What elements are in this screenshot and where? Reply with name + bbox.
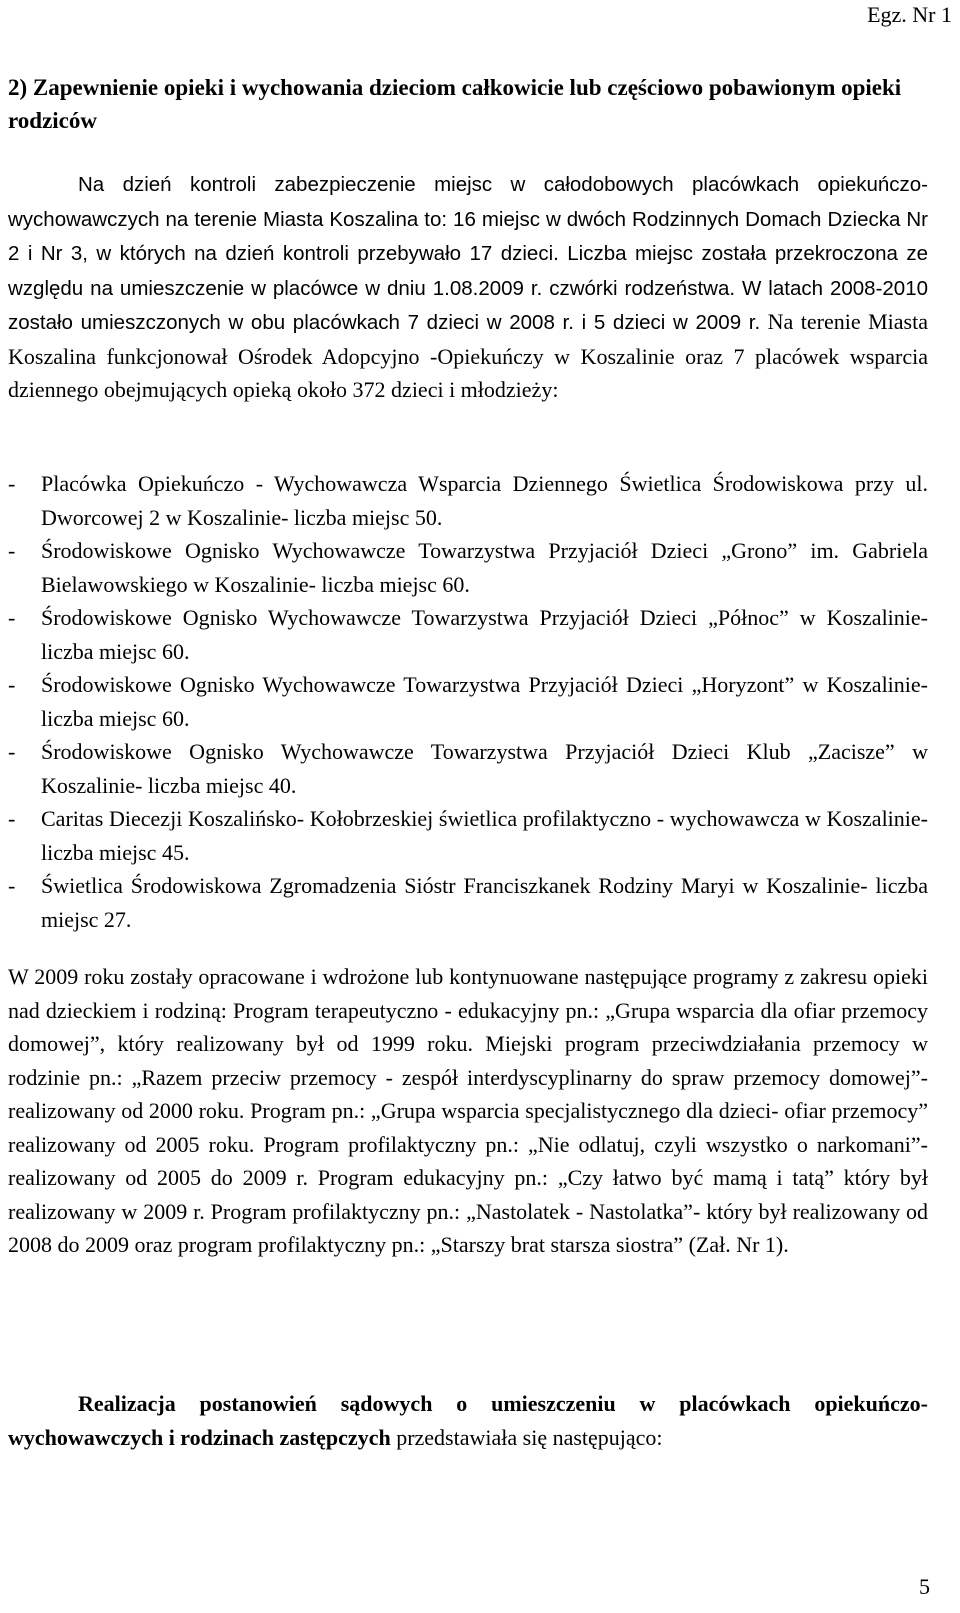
section-heading: 2) Zapewnienie opieki i wychowania dzieciom całkowicie lub częściowo pobawionym opieki rodziców bbox=[8, 75, 902, 133]
list-item-text: Caritas Diecezji Koszalińsko- Kołobrzeskiej świetlica profilaktyczno - wychowawcza w Koszalinie- liczba miejsc 45. bbox=[41, 806, 928, 865]
final-paragraph bbox=[8, 1387, 928, 1454]
list-dash: - bbox=[8, 538, 16, 563]
list-item-text: Środowiskowe Ognisko Wychowawcze Towarzystwa Przyjaciół Dzieci „Grono” im. Gabriela Bielawowskiego w Koszalinie- liczba miejsc 60. bbox=[41, 538, 928, 597]
list-item-text: Placówka Opiekuńczo - Wychowawcza Wsparcia Dziennego Świetlica Środowiskowa przy ul. Dworcowej 2 w Koszalinie- liczba miejsc 50. bbox=[41, 471, 928, 530]
facility-list bbox=[8, 467, 928, 936]
list-item bbox=[8, 534, 928, 601]
list-dash: - bbox=[8, 672, 16, 697]
list-item bbox=[8, 869, 928, 936]
programs-paragraph: W 2009 roku zostały opracowane i wdrożone lub kontynuowane następujące programy z zakresu opieki nad dzieckiem i rodziną: Program terapeutyczno - edukacyjny pn.: „Grupa wsparcia dla ofiar przemocy domowej”, który realizowany był od 1999 roku. Miejski program przeciwdziałania przemocy w rodzinie pn.: „Razem przeciw przemocy - zespół interdyscyplinarny do spraw przemocy domowej”- realizowany od 2000 roku. Program pn.: „Grupa wsparcia specjalistycznego dla dzieci- ofiar przemocy” realizowany od 2005 roku. Program profilaktyczny pn.: „Nie odlatuj, czyli wszystko o narkomani”- realizowany od 2005 do 2009 r. Program edukacyjny pn.: „Czy łatwo być mamą i tatą” który był realizowany w 2009 r. Program profilaktyczny pn.: „Nastolatek - Nastolatka”- który był realizowany od 2008 do 2009 oraz program profilaktyczny pn.: „Starszy brat starsza siostra” (Zał. Nr 1). bbox=[8, 964, 928, 1257]
final-bold-text: Realizacja postanowień sądowych o umieszczeniu w placówkach opiekuńczo-wychowawczych i rodzinach zastępczych bbox=[8, 1391, 928, 1450]
list-dash: - bbox=[8, 806, 16, 831]
list-item bbox=[8, 601, 928, 668]
list-item-text: Świetlica Środowiskowa Zgromadzenia Sióstr Franciszkanek Rodziny Maryi w Koszalinie- liczba miejsc 27. bbox=[41, 873, 928, 932]
list-item bbox=[8, 467, 928, 534]
list-item-text: Środowiskowe Ognisko Wychowawcze Towarzystwa Przyjaciół Dzieci „Północ” w Koszalinie- liczba miejsc 60. bbox=[41, 605, 928, 664]
copy-number-label: Egz. Nr 1 bbox=[867, 2, 952, 27]
list-dash: - bbox=[8, 873, 16, 898]
list-item bbox=[8, 735, 928, 802]
list-dash: - bbox=[8, 605, 16, 630]
page-number: 5 bbox=[919, 1574, 930, 1599]
intro-paragraph bbox=[8, 167, 928, 407]
list-item-text: Środowiskowe Ognisko Wychowawcze Towarzystwa Przyjaciół Dzieci „Horyzont” w Koszalinie- liczba miejsc 60. bbox=[41, 672, 928, 731]
list-dash: - bbox=[8, 471, 16, 496]
list-item-text: Środowiskowe Ognisko Wychowawcze Towarzystwa Przyjaciół Dzieci Klub „Zacisze” w Koszalinie- liczba miejsc 40. bbox=[41, 739, 928, 798]
list-item bbox=[8, 668, 928, 735]
intro-serif-text: Na terenie Miasta Koszalina funkcjonował Ośrodek Adopcyjno -Opiekuńczy w Koszalinie oraz 7 placówek wsparcia dziennego obejmujących opieką około 372 dzieci i młodzieży: bbox=[8, 309, 928, 402]
intro-sans-text: Na dzień kontroli zabezpieczenie miejsc w całodobowych placówkach opiekuńczo-wychowawczych na terenie Miasta Koszalina to: 16 miejsc w dwóch Rodzinnych Domach Dziecka Nr 2 i Nr 3, w których na dzień kontroli przebywało 17 dzieci. Liczba miejsc została przekroczona ze względu na umieszczenie w placówce w dniu 1.08.2009 r. czwórki rodzeństwa. W latach 2008-2010 zostało umieszczonych w obu placówkach 7 dzieci w 2008 r. i 5 dzieci w 2009 r. bbox=[8, 173, 928, 334]
list-item bbox=[8, 802, 928, 869]
final-normal-text: przedstawiała się następująco: bbox=[390, 1424, 663, 1450]
list-dash: - bbox=[8, 739, 16, 764]
